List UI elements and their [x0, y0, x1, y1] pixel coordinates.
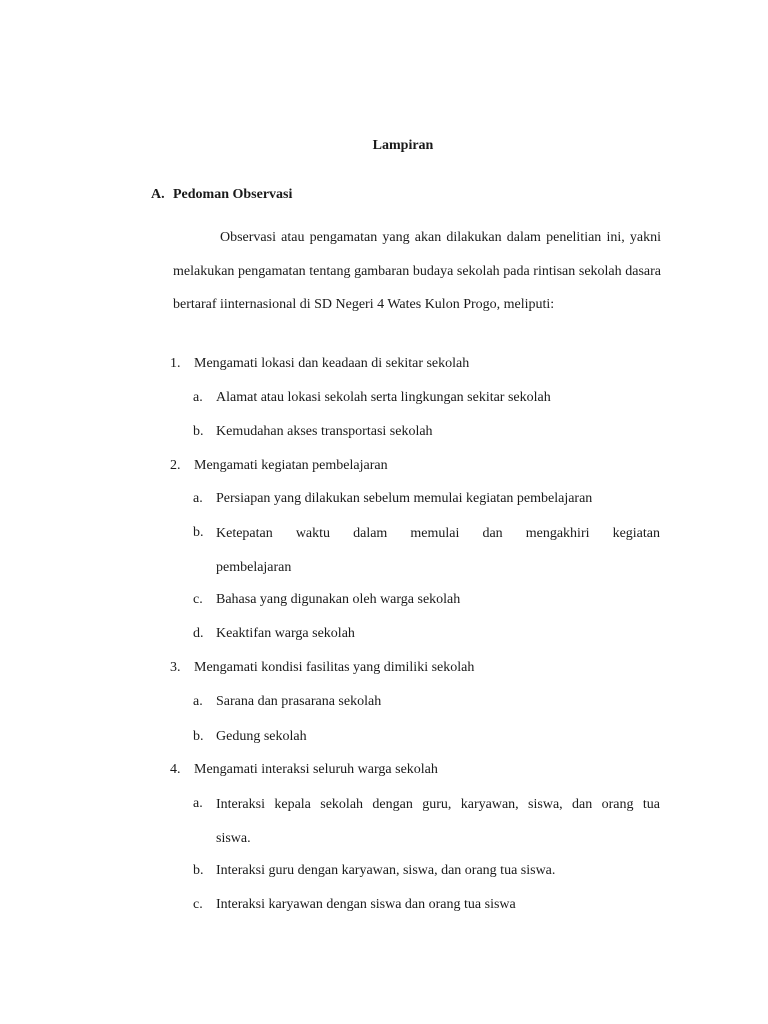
sub-item-text: Interaksi guru dengan karyawan, siswa, dan orang tua siswa. — [216, 863, 556, 878]
sub-item-text: Alamat atau lokasi sekolah serta lingkungan sekitar sekolah — [216, 390, 551, 405]
section-title: Pedoman Observasi — [173, 187, 293, 202]
sub-item-letter: b. — [193, 424, 204, 439]
sub-item-text: Persiapan yang dilakukan sebelum memulai kegiatan pembelajaran — [216, 491, 593, 506]
sub-item-letter: a. — [193, 796, 203, 811]
sub-item-2b-text — [216, 517, 660, 584]
sub-item-text: Bahasa yang digunakan oleh warga sekolah — [216, 592, 461, 607]
sub-item-letter: d. — [193, 626, 204, 641]
list-item-text: Mengamati interaksi seluruh warga sekolah — [194, 762, 438, 777]
sub-item-continuation: pembelajaran — [216, 559, 292, 575]
sub-item-letter: b. — [193, 525, 204, 540]
list-item-text: Mengamati kegiatan pembelajaran — [194, 458, 388, 473]
sub-item-text: Ketepatan waktu dalam memulai dan mengakhiri kegiatan — [216, 526, 660, 541]
sub-item-letter: c. — [193, 592, 203, 607]
sub-item-text: Gedung sekolah — [216, 729, 307, 744]
sub-item-text: Sarana dan prasarana sekolah — [216, 694, 382, 709]
sub-item-4a-text — [216, 788, 660, 855]
page-title: Lampiran — [372, 138, 434, 153]
sub-item-letter: a. — [193, 694, 203, 709]
sub-item-letter: b. — [193, 729, 204, 744]
list-item-number: 3. — [170, 660, 181, 675]
sub-item-letter: a. — [193, 390, 203, 405]
section-letter: A. — [151, 187, 165, 202]
list-item-text: Mengamati lokasi dan keadaan di sekitar sekolah — [194, 356, 470, 371]
sub-item-text: Kemudahan akses transportasi sekolah — [216, 424, 433, 439]
sub-item-text: Keaktifan warga sekolah — [216, 626, 355, 641]
sub-item-text: Interaksi karyawan dengan siswa dan orang tua siswa — [216, 897, 516, 912]
sub-item-letter: c. — [193, 897, 203, 912]
sub-item-continuation: siswa. — [216, 830, 251, 846]
intro-paragraph — [173, 221, 661, 322]
sub-item-text: Interaksi kepala sekolah dengan guru, karyawan, siswa, dan orang tua — [216, 797, 660, 812]
intro-paragraph-text: Observasi atau pengamatan yang akan dilakukan dalam penelitian ini, yakni melakukan pengamatan tentang gambaran budaya sekolah pada rintisan sekolah dasara bertaraf iinternasional di SD Negeri 4 Wates Kulon Progo, meliputi: — [173, 230, 661, 313]
list-item-number: 2. — [170, 458, 181, 473]
list-item-number: 4. — [170, 762, 181, 777]
sub-item-letter: a. — [193, 491, 203, 506]
list-item-number: 1. — [170, 356, 181, 371]
sub-item-letter: b. — [193, 863, 204, 878]
list-item-text: Mengamati kondisi fasilitas yang dimiliki sekolah — [194, 660, 475, 675]
